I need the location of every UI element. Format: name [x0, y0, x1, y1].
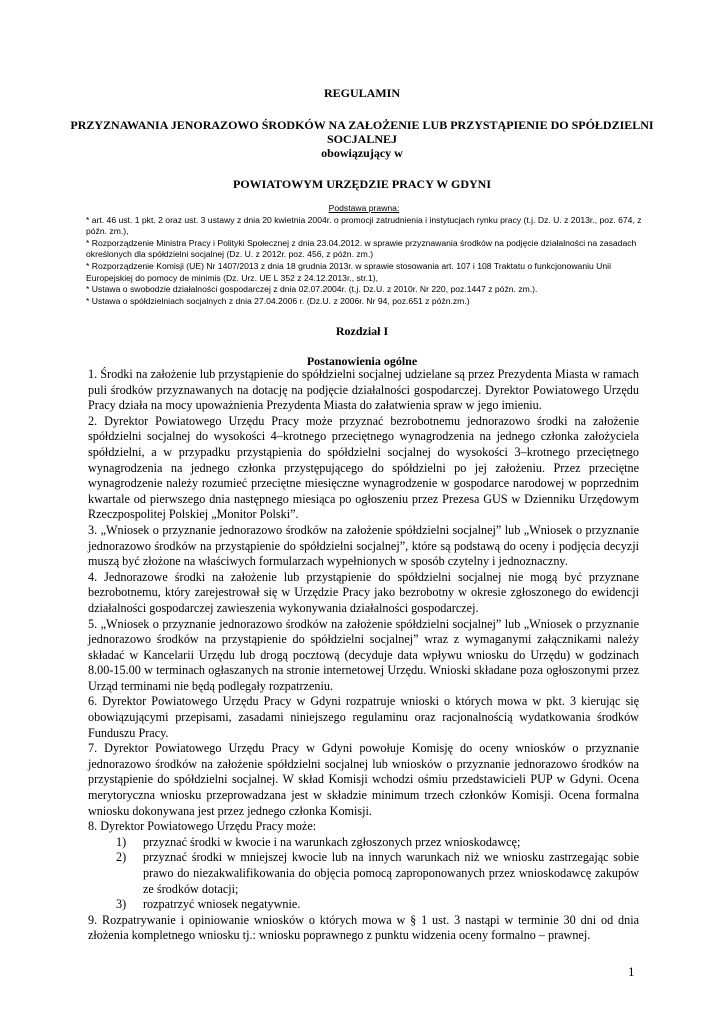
- paragraph-2: 2. Dyrektor Powiatowego Urzędu Pracy może przyznać bezrobotnemu jednorazowo środki na założenie spółdzielni socjalnej do wysokości 4–krotnego przeciętnego wynagrodzenia na jednego członka założyciela spółdzielni, a w przypadku przystąpienia do spółdzielni socjalnej do wysokości 3–krotnego przeciętnego wynagrodzenia na jednego członka przystępującego do spółdzielni po jej założeniu. Przez przeciętne wynagrodzenie należy rozumieć przeciętne miesięczne wynagrodzenie w gospodarce narodowej w poprzednim kwartale od pierwszego dnia następnego miesiąca po ogłoszeniu przez Prezesa GUS w Dzienniku Urzędowym Rzeczpospolitej Polskiej „Monitor Polski”.: [88, 413, 639, 522]
- list-item-number: 2): [116, 850, 127, 865]
- list-item: [88, 850, 639, 897]
- list-item-text: rozpatrzyć wniosek negatywnie.: [143, 897, 301, 912]
- legal-basis-item: * Ustawa o swobodzie działalności gospodarczej z dnia 02.07.2004r. (t.j. Dz.U. z 2010r. Nr 220, poz.1447 z późn. zm.).: [86, 284, 538, 295]
- list-item-text: przyznać środki w kwocie i na warunkach zgłoszonych przez wnioskodawcę;: [143, 834, 521, 849]
- legal-basis-item: * Rozporządzenie Komisji (UE) Nr 1407/2013 z dnia 18 grudnia 2013r. w sprawie stosowania art. 107 i 108 Traktatu o funkcjonowaniu Unii Europejskiej do pomocy de minimis (Dz. Urz. UE L 352 z 24.12.2013r., str.1),: [86, 260, 611, 283]
- legal-basis-item: * Rozporządzenie Ministra Pracy i Polityki Społecznej z dnia 23.04.2012. w sprawie przyznawania środków na podjęcie działalności na zasadach określonych dla spółdzielni socjalnej (Dz. U. z 2012r. poz. 456, z późn. zm.): [86, 237, 637, 260]
- paragraph-8-options: [88, 835, 639, 913]
- paragraph-8: 8. Dyrektor Powiatowego Urzędu Pracy może:: [88, 819, 317, 834]
- paragraph-4: 4. Jednorazowe środki na założenie lub przystąpienie do spółdzielni socjalnej nie mogą być przyznane bezrobotnemu, który zarejestrował się w Urzędzie Pracy jako bezrobotny w okresie zgłoszonego do ewidencji działalności gospodarczej zawieszenia wykonywania działalności gospodarczej.: [88, 569, 639, 615]
- office-name: POWIATOWYM URZĘDZIE PRACY W GDYNI: [232, 177, 492, 191]
- paragraph-9: 9. Rozpatrywanie i opiniowanie wniosków o których mowa w § 1 ust. 3 nastąpi w terminie 30 dni od dnia złożenia kompletnego wniosku tj.: wniosku poprawnego z punktu widzenia oceny formalno – prawnej.: [88, 912, 639, 943]
- document-subtitle: PRZYZNAWANIA JENORAZOWO ŚRODKÓW NA ZAŁOŻENIE LUB PRZYSTĄPIENIE DO SPÓŁDZIELNI SOCJALNEJ: [70, 118, 654, 146]
- paragraph-6: 6. Dyrektor Powiatowego Urzędu Pracy w Gdyni rozpatruje wnioski o których mowa w pkt. 3 kierując się obowiązującymi przepisami, zasadami niniejszego regulaminu oraz racjonalnością wydatkowania środków Funduszu Pracy.: [88, 694, 639, 740]
- list-item: [88, 835, 639, 851]
- document-obowiazujacy: obowiązujący w: [321, 146, 403, 160]
- paragraph-3: 3. „Wniosek o przyznanie jednorazowo środków na założenie spółdzielni socjalnej” lub „Wniosek o przyznanie jednorazowo środków na przystąpienie do spółdzielni socjalnej”, które są podstawą do oceny i podjęcia decyzji muszą być złożone na właściwych formularzach wypełnionych w sposób czytelny i jednoznaczny.: [88, 522, 639, 569]
- paragraph-7: 7. Dyrektor Powiatowego Urzędu Pracy w Gdyni powołuje Komisję do oceny wniosków o przyznanie jednorazowo środków na założenie spółdzielni socjalnej lub wniosków o przyznanie jednorazowo środków na przystąpienie do spółdzielni socjalnej. W skład Komisji wchodzi ośmiu przedstawicieli PUP w Gdyni. Ocena merytoryczna wniosku przeprowadzana jest w składzie minimum trzech członków Komisji. Ocena formalna wniosku dokonywana jest przez jednego członka Komisji.: [88, 741, 639, 818]
- legal-basis-heading: Podstawa prawna:: [328, 203, 400, 213]
- legal-basis-item: * Ustawa o spółdzielniach socjalnych z dnia 27.04.2006 r. (Dz.U. z 2006r. Nr 94, poz.651 z późn.zm.): [86, 295, 470, 306]
- legal-basis-item: * art. 46 ust. 1 pkt. 2 oraz ust. 3 ustawy z dnia 20 kwietnia 2004r. o promocji zatrudnienia i instytucjach rynku pracy (t.j. Dz. U. z 2013r., poz. 674, z późn. zm.),: [86, 214, 642, 237]
- chapter-subtitle: Postanowienia ogólne: [306, 354, 418, 368]
- list-item-number: 1): [116, 834, 127, 849]
- page-number: 1: [628, 964, 635, 979]
- regulation-body: [88, 367, 639, 944]
- chapter-title: Rozdział I: [335, 324, 389, 338]
- paragraph-5: 5. „Wniosek o przyznanie jednorazowo środków na założenie spółdzielni socjalnej” lub „Wniosek o przyznanie jednorazowo środków na przystąpienie do spółdzielni socjalnej” wraz z wymaganymi załącznikami należy składać w Kancelarii Urzędu lub drogą pocztową (decyduje data wpływu wniosku do Urzędu) w godzinach 8.00-15.00 w terminach ogłaszanych na stronie internetowej Urzędu. Wnioski składane poza ogłoszonymi przez Urząd terminami nie będą podlegały rozpatrzeniu.: [88, 616, 639, 693]
- paragraph-1: 1. Środki na założenie lub przystąpienie do spółdzielni socjalnej udzielane są przez Prezydenta Miasta w ramach puli środków przyznawanych na dotację na podjęcie działalności gospodarczej. Dyrektor Powiatowego Urzędu Pracy działa na mocy upoważnienia Prezydenta Miasta do załatwienia spraw w jego imieniu.: [88, 367, 639, 413]
- list-item-number: 3): [116, 897, 127, 912]
- list-item: [88, 897, 639, 913]
- list-item-text: przyznać środki w mniejszej kwocie lub na innych warunkach niż we wniosku zastrzegając sobie prawo do niezakwalifikowania do objęcia pomocą zaproponowanych przez wnioskodawcę zakupów ze środków dotacji;: [143, 850, 639, 896]
- document-title: REGULAMIN: [323, 86, 400, 100]
- legal-basis: [86, 203, 642, 307]
